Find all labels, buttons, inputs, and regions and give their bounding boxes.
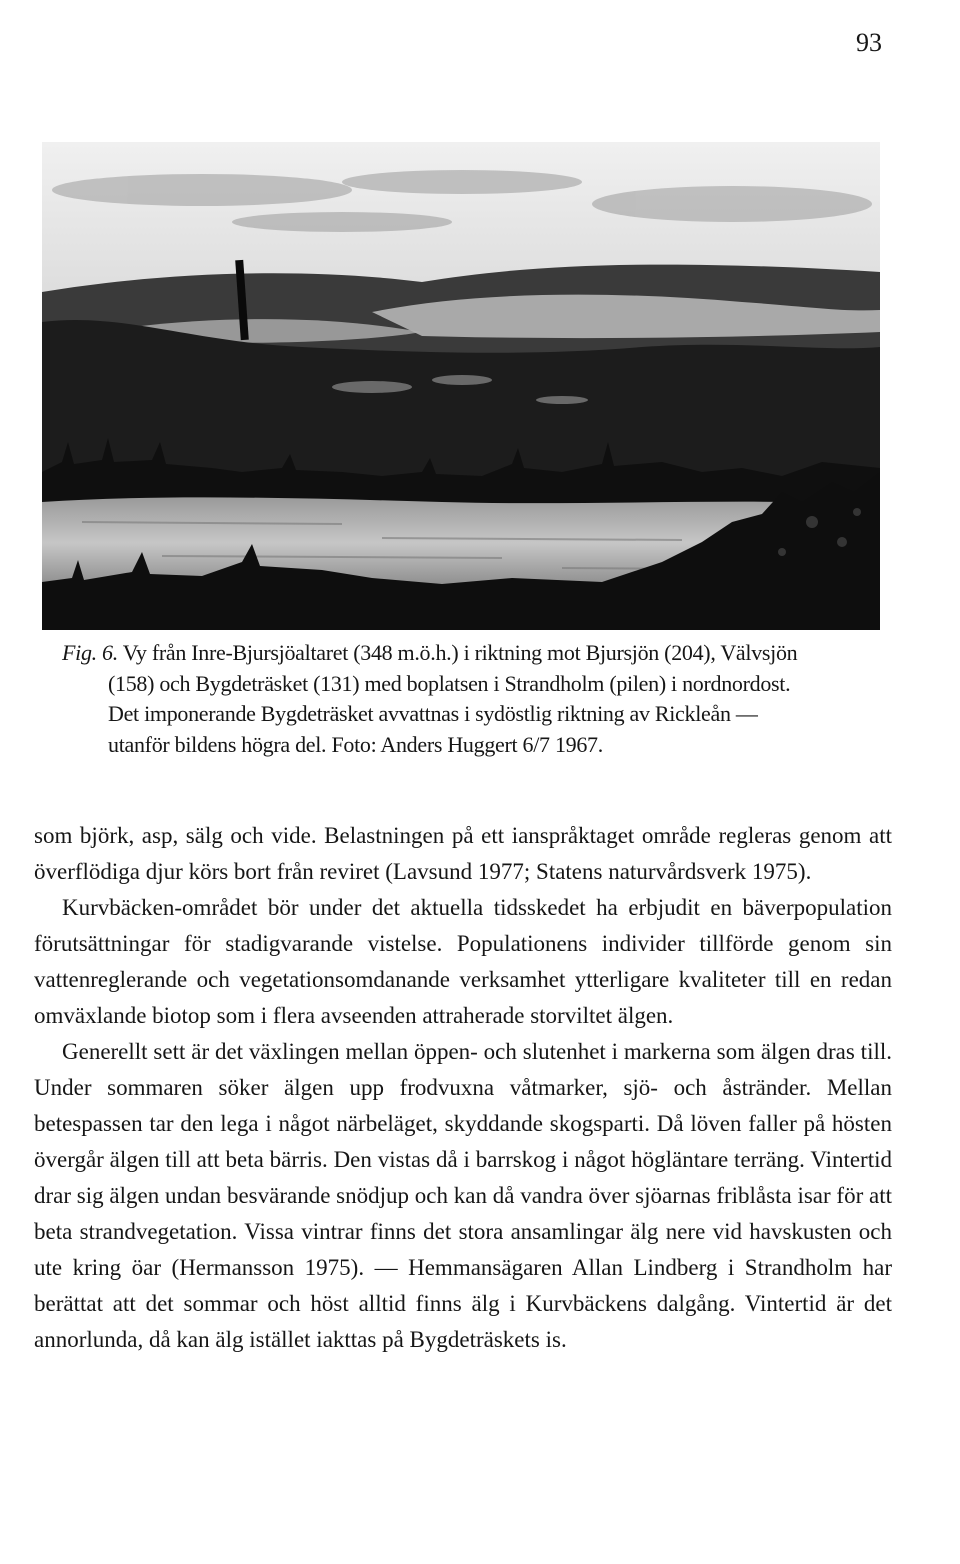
paragraph-2: Kurvbäcken-området bör under det aktuella tidsskedet ha erbjudit en bäverpopulation förutsättningar för stadigvarande vistelse. Populationens individer tillförde genom sin vattenreglerande och vegetationsomdanande verksamhet ytterligare kvaliteter till en redan omväxlande biotop som i flera avseenden attraherade storviltet älgen. xyxy=(34,895,892,1028)
paragraph-3: Generellt sett är det växlingen mellan öppen- och slutenhet i markerna som älgen dras till. Under sommaren söker älgen upp frodvuxna våtmarker, sjö- och åstränder. Mellan betespassen tar den lega i något närbeläget, skyddande skogsparti. Då löven faller på hösten övergår älgen till att beta bärris. Den vistas då i barrskog i något högläntare terräng. Vintertid drar sig älgen undan besvärande snödjup och kan då vandra över sjöarnas friblåsta isar för att beta strandvegetation. Vissa vintrar finns det stora ansamlingar älg nere vid havskusten och ute kring öar (Hermansson 1975). — Hemmansägaren Allan Lindberg i Strandholm har berättat att det sommar och höst alltid finns älg i Kurvbäckens dalgång. Vintertid är det annorlunda, då kan älg istället iakttas på Bygdeträskets is. xyxy=(34,1039,892,1352)
caption-line-3: Det imponerande Bygdeträsket avvattnas i sydöstlig riktning av Rickleån — xyxy=(108,701,758,726)
caption-line-2: (158) och Bygdeträsket (131) med boplatsen i Strandholm (pilen) i nordnordost. xyxy=(108,670,791,696)
body-text xyxy=(34,818,892,1358)
paragraph-1: som björk, asp, sälg och vide. Belastningen på ett ianspråktaget område regleras genom att överflödiga djur körs bort från reviret (Lavsund 1977; Statens naturvårdsverk 1975). xyxy=(34,823,892,884)
page-number: 93 xyxy=(856,28,882,57)
figure-label: Fig. 6. xyxy=(62,640,118,665)
caption-text-1: Vy från Inre-Bjursjöaltaret (348 m.ö.h.) i riktning mot Bjursjön (204), Välvsjön xyxy=(122,640,798,665)
caption-line-4: utanför bildens högra del. Foto: Anders Huggert 6/7 1967. xyxy=(108,731,603,757)
landscape-photo xyxy=(42,142,880,630)
figure-caption xyxy=(62,638,894,760)
caption-line-1 xyxy=(62,638,894,669)
